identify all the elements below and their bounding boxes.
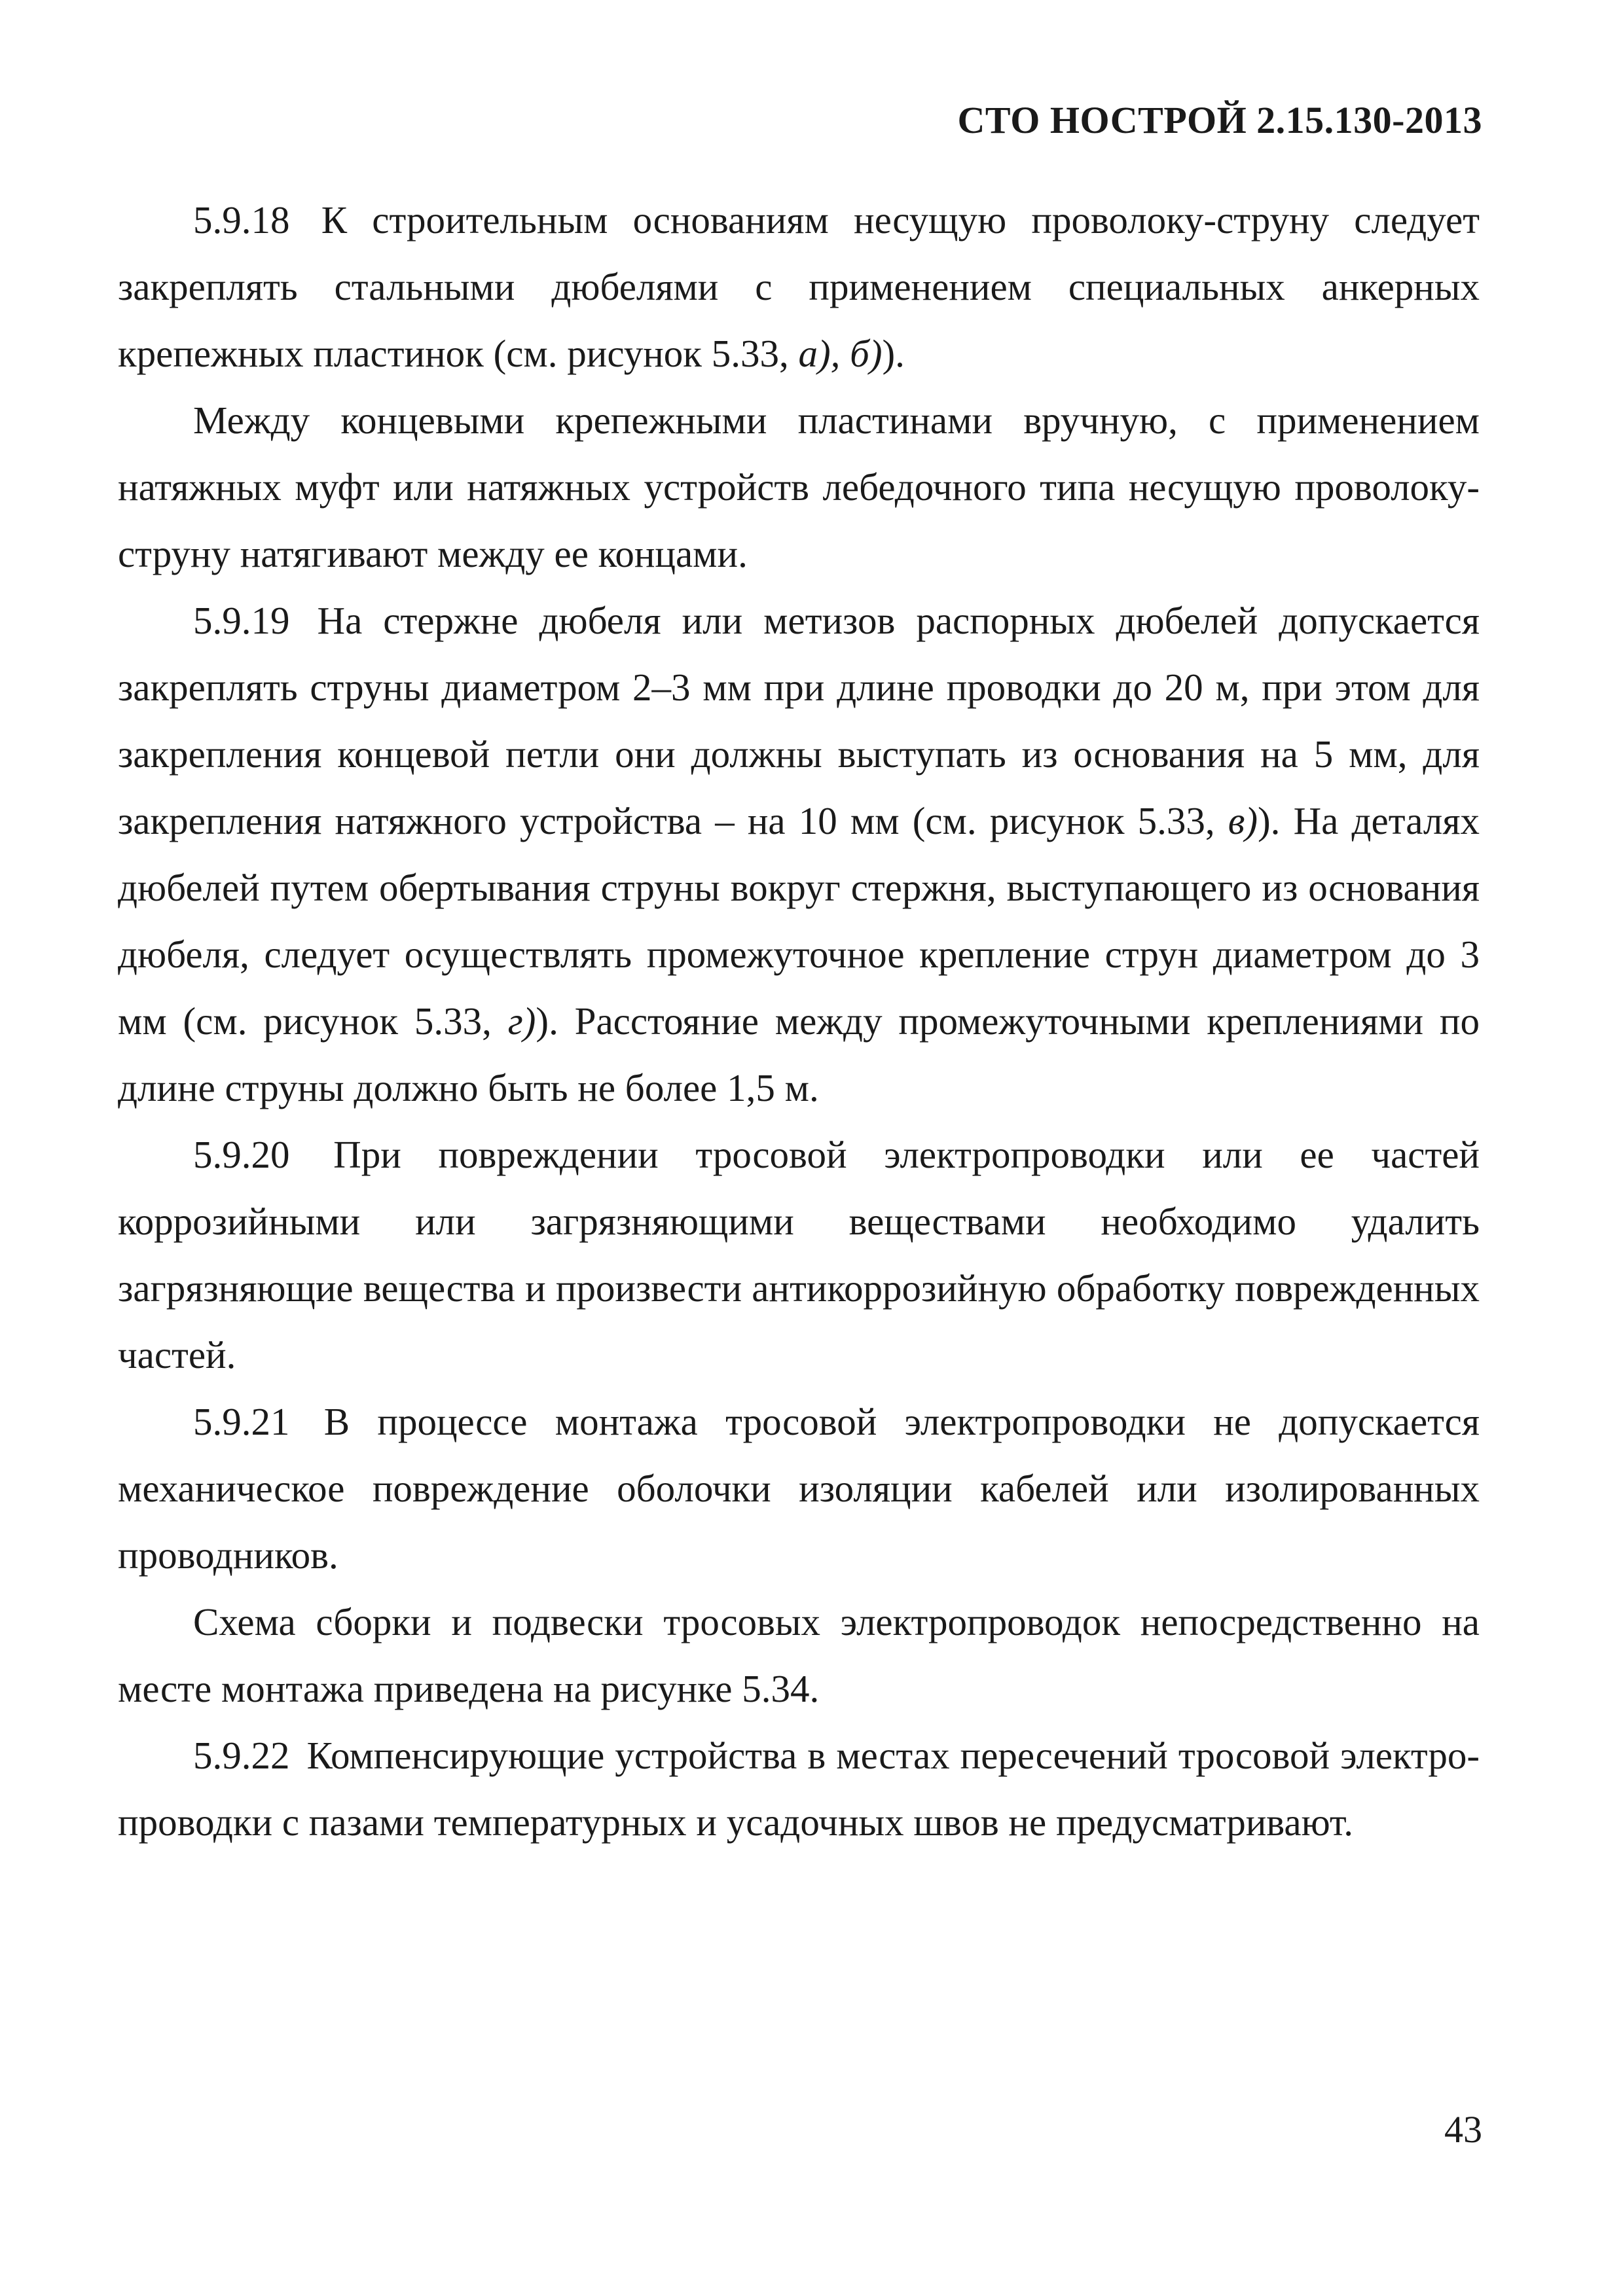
paragraph-text: Схема сборки и подвески тросовых электропроводок непосредственно на месте монтажа приведена на рисунке 5.34.	[118, 1600, 1480, 1710]
clause-number: 5.9.22	[193, 1734, 290, 1777]
paragraph-text: На стержне дюбеля или метизов распорных дюбелей допускается закреплять струны диаметром 2–3 мм при длине проводки до 20 м, при этом для закрепления концевой петли они должны выступать из основания на 5 мм, для закрепления натяжного устройства – на 10 мм (см. рисунок 5.33,	[118, 599, 1480, 842]
figure-ref-b: б)	[850, 332, 883, 375]
figure-ref-g: г)	[507, 999, 536, 1043]
clause-number: 5.9.20	[193, 1133, 290, 1176]
paragraph-5-9-19	[118, 587, 1480, 1121]
paragraph-text: В процессе монтажа тросовой электропроводки не допускается механическое повреждение оболочки изоляции кабелей или изолированных проводников.	[118, 1400, 1480, 1577]
paragraph-tensioning	[118, 387, 1480, 587]
paragraph-5-9-21	[118, 1388, 1480, 1588]
paragraph-text: Между концевыми крепежными пластинами вручную, с применением натяжных муфт или натяжных устройств лебедочного типа несущую проволоку-струну натягивают между ее концами.	[118, 399, 1480, 575]
paragraph-5-9-20	[118, 1121, 1480, 1388]
paragraph-assembly-scheme	[118, 1588, 1480, 1722]
page-number: 43	[1444, 2108, 1482, 2151]
figure-ref-v: в)	[1228, 799, 1258, 842]
paragraph-5-9-22	[118, 1722, 1480, 1856]
clause-number: 5.9.19	[193, 599, 290, 642]
paragraph-text: ). На деталях дюбелей путем обертывания струны вокруг стержня, выступающего из основания дюбеля, следует осуществлять промежуточное крепление струн диаметром до 3 мм (см. рисунок 5.33,	[118, 799, 1480, 1043]
paragraph-text: ). Расстояние между промежуточными креплениями по длине струны должно быть не более 1,5 м.	[118, 999, 1480, 1109]
paragraph-text-end: ).	[882, 332, 905, 375]
clause-number: 5.9.21	[193, 1400, 290, 1443]
figure-ref-a: а),	[798, 332, 841, 375]
clause-number: 5.9.18	[193, 198, 290, 242]
paragraph-text: К строительным основаниям несущую проволоку-струну следует закреплять стальными дюбелями с применением специальных анкерных крепежных пластинок (см. рисунок 5.33,	[118, 198, 1480, 375]
paragraph-5-9-18	[118, 187, 1480, 387]
body-text	[118, 187, 1480, 1856]
document-code-header: СТО НОСТРОЙ 2.15.130-2013	[957, 99, 1482, 141]
paragraph-text: Компенсирующие устройства в местах пересечений тросовой электро-проводки с пазами температурных и усадочных швов не предусматривают.	[118, 1734, 1480, 1844]
paragraph-text: При повреждении тросовой электропроводки или ее частей коррозийными или загрязняющими веществами необходимо удалить загрязняющие вещества и произвести антикоррозийную обработку поврежденных частей.	[118, 1133, 1480, 1376]
